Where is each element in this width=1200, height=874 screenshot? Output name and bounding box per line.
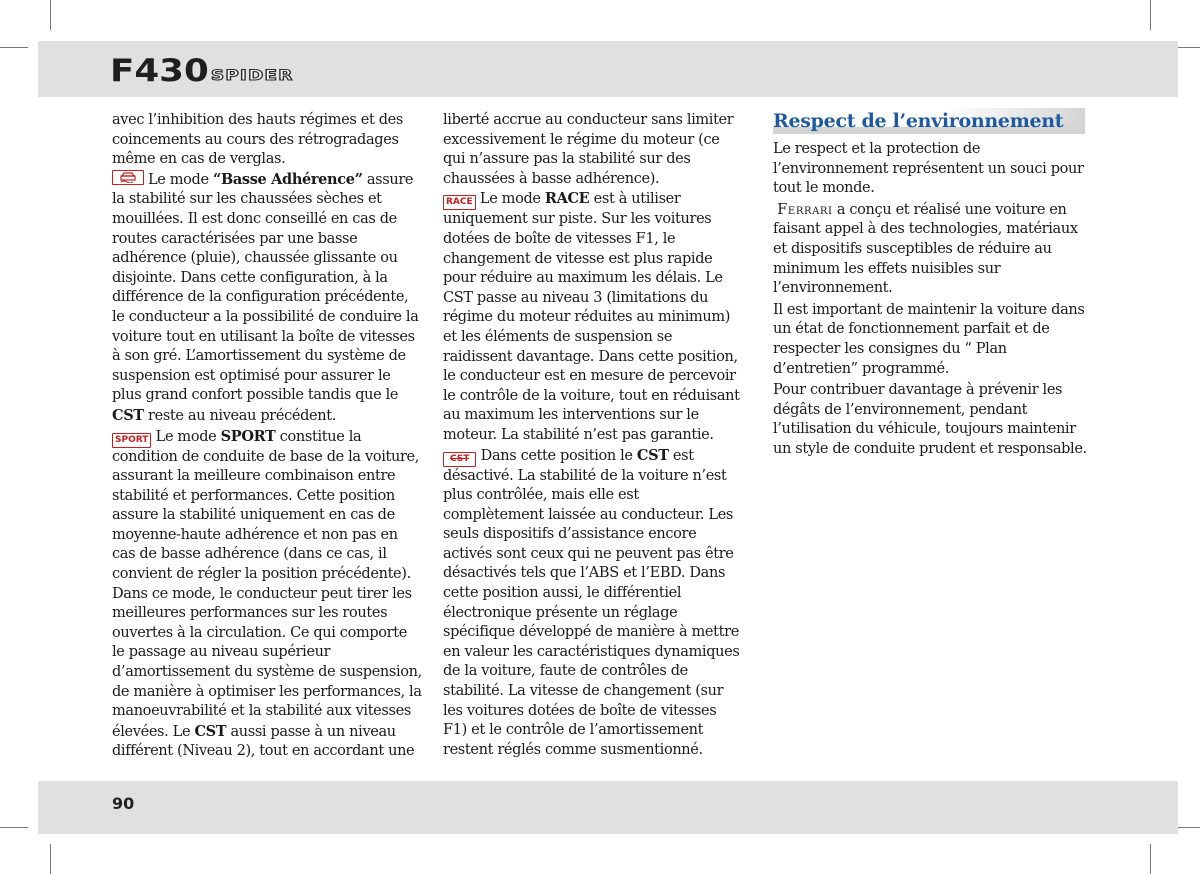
ice-road-icon [112,170,144,185]
crop-mark [1150,844,1151,874]
crop-mark [1150,0,1151,30]
bold-text: CST [112,406,144,424]
brand-name: Ferrari [777,201,833,218]
bold-text: SPORT [220,427,276,445]
paragraph: liberté accrue au conducteur sans limiter excessivement le régime du moteur (ce qui n’assure pas la stabilité sur des chaussées à basse adhérence). [443,112,734,187]
sport-mode-badge: SPORT [112,433,151,448]
paragraph-sport-mode [112,427,422,763]
paragraph: Le respect et la protection de l’environnement représentent un souci pour tout le monde. [773,141,1084,197]
text: assure la stabilité sur les chaussées sèches et mouillées. Il est donc conseillé en cas de routes caractérisées par une basse adhérence (pluie), chaussée glissante ou disjointe. Dans cette configuration, à la différence de la configuration précédente, le conducteur a la possibilité de conduire la voiture tout en utilisant la boîte de vitesses à son gré. L’amortissement du système de suspension est optimisé pour assurer le plus grand confort possible tandis que le [112,171,419,404]
race-mode-badge: RACE [443,195,476,210]
crop-mark [0,47,28,48]
column-3 [773,140,1088,460]
bold-text: “Basse Adhérence” [212,170,363,188]
crop-mark [50,0,51,30]
paragraph-cst-off-mode [443,446,743,761]
column-1 [112,111,422,762]
column-2 [443,111,743,760]
text: est à utiliser uniquement sur piste. Sur les voitures dotées de boîte de vitesses F1, le changement de vitesse est plus rapide pour réduire au maximum les délais. Le CST passe au niveau 3 (limitations du régime du moteur réduites au minimum) et les éléments de suspension se raidissent davantage. Dans cette position, le conducteur est en mesure de percevoir le contrôle de la voiture, tout en réduisant au maximum les interventions sur le moteur. La stabilité n’est pas garantie. [443,191,740,443]
text: reste au niveau précédent. [143,407,336,424]
bold-text: CST [636,446,669,464]
crop-mark [0,827,28,828]
text: constitue la condition de conduite de base de la voiture, assurant la meilleure combinaison entre stabilité et performances. Cette position assure la stabilité uniquement en cas de moyenne-haute adhérence et non pas en cas de basse adhérence (dans ce cas, il convient de régler la position précédente). Dans ce mode, le conducteur peut tirer les meilleures performances sur les routes ouvertes à la circulation. Ce qui comporte le passage au niveau supérieur d’amortissement du système de suspension, de manière à optimiser les performances, la manoeuvrabilité et la stabilité aux vitesses élevées. Le [112,428,422,740]
paragraph: avec l’inhibition des hauts régimes et des coincements au cours des rétrogradages même en cas de verglas. [112,112,403,168]
paragraph: Pour contribuer davantage à prévenir les dégâts de l’environnement, pendant l’utilisation du véhicule, toujours maintenir un style de conduite prudent et responsable. [773,382,1087,457]
crop-mark [50,844,51,874]
logo-main-text: F430 [110,53,209,89]
text: aussi passe à un niveau différent (Niveau 2), tout en accordant une [112,723,415,760]
paragraph-ferrari [773,201,1088,299]
footer-band [38,781,1178,834]
text: Le mode [151,428,221,445]
f430-spider-logo [110,53,294,89]
text: Le mode [148,171,213,188]
paragraph-race-mode [443,189,743,445]
logo-sub-text: SPIDER [210,68,294,84]
text: est désactivé. La stabilité de la voiture n’est plus contrôlée, mais elle est complètement laissée au conducteur. Les seuls dispositifs d’assistance encore activés sont ceux qui ne peuvent pas être désactivés tels que l’ABS et l’EBD. Dans cette position aussi, le différentiel électronique présente un réglage spécifique développé de manière à mettre en valeur les caractéristiques dynamiques de la voiture, faute de contrôles de stabilité. La vitesse de changement (sur les voitures dotées de boîte de vitesses F1) et le contrôle de l’amortissement restent réglés comme susmentionné. [443,447,740,758]
text: Le mode [475,191,545,208]
section-title-text: Respect de l’environnement [773,110,1064,132]
text: a conçu et réalisé une voiture en faisant appel à des technologies, matériaux et dispositifs susceptibles de réduire au minimum les effets nuisibles sur l’environnement. [773,201,1078,297]
paragraph: Il est important de maintenir la voiture dans un état de fonctionnement parfait et de respecter les consignes du “ Plan d’entretien” programmé. [773,301,1085,377]
cst-off-badge: CST [443,452,476,467]
bold-text: CST [194,722,227,740]
section-title [773,108,1085,134]
paragraph-low-grip-mode [112,170,422,427]
page-number: 90 [112,794,135,813]
bold-text: RACE [544,190,590,208]
text: Dans cette position le [476,447,637,464]
